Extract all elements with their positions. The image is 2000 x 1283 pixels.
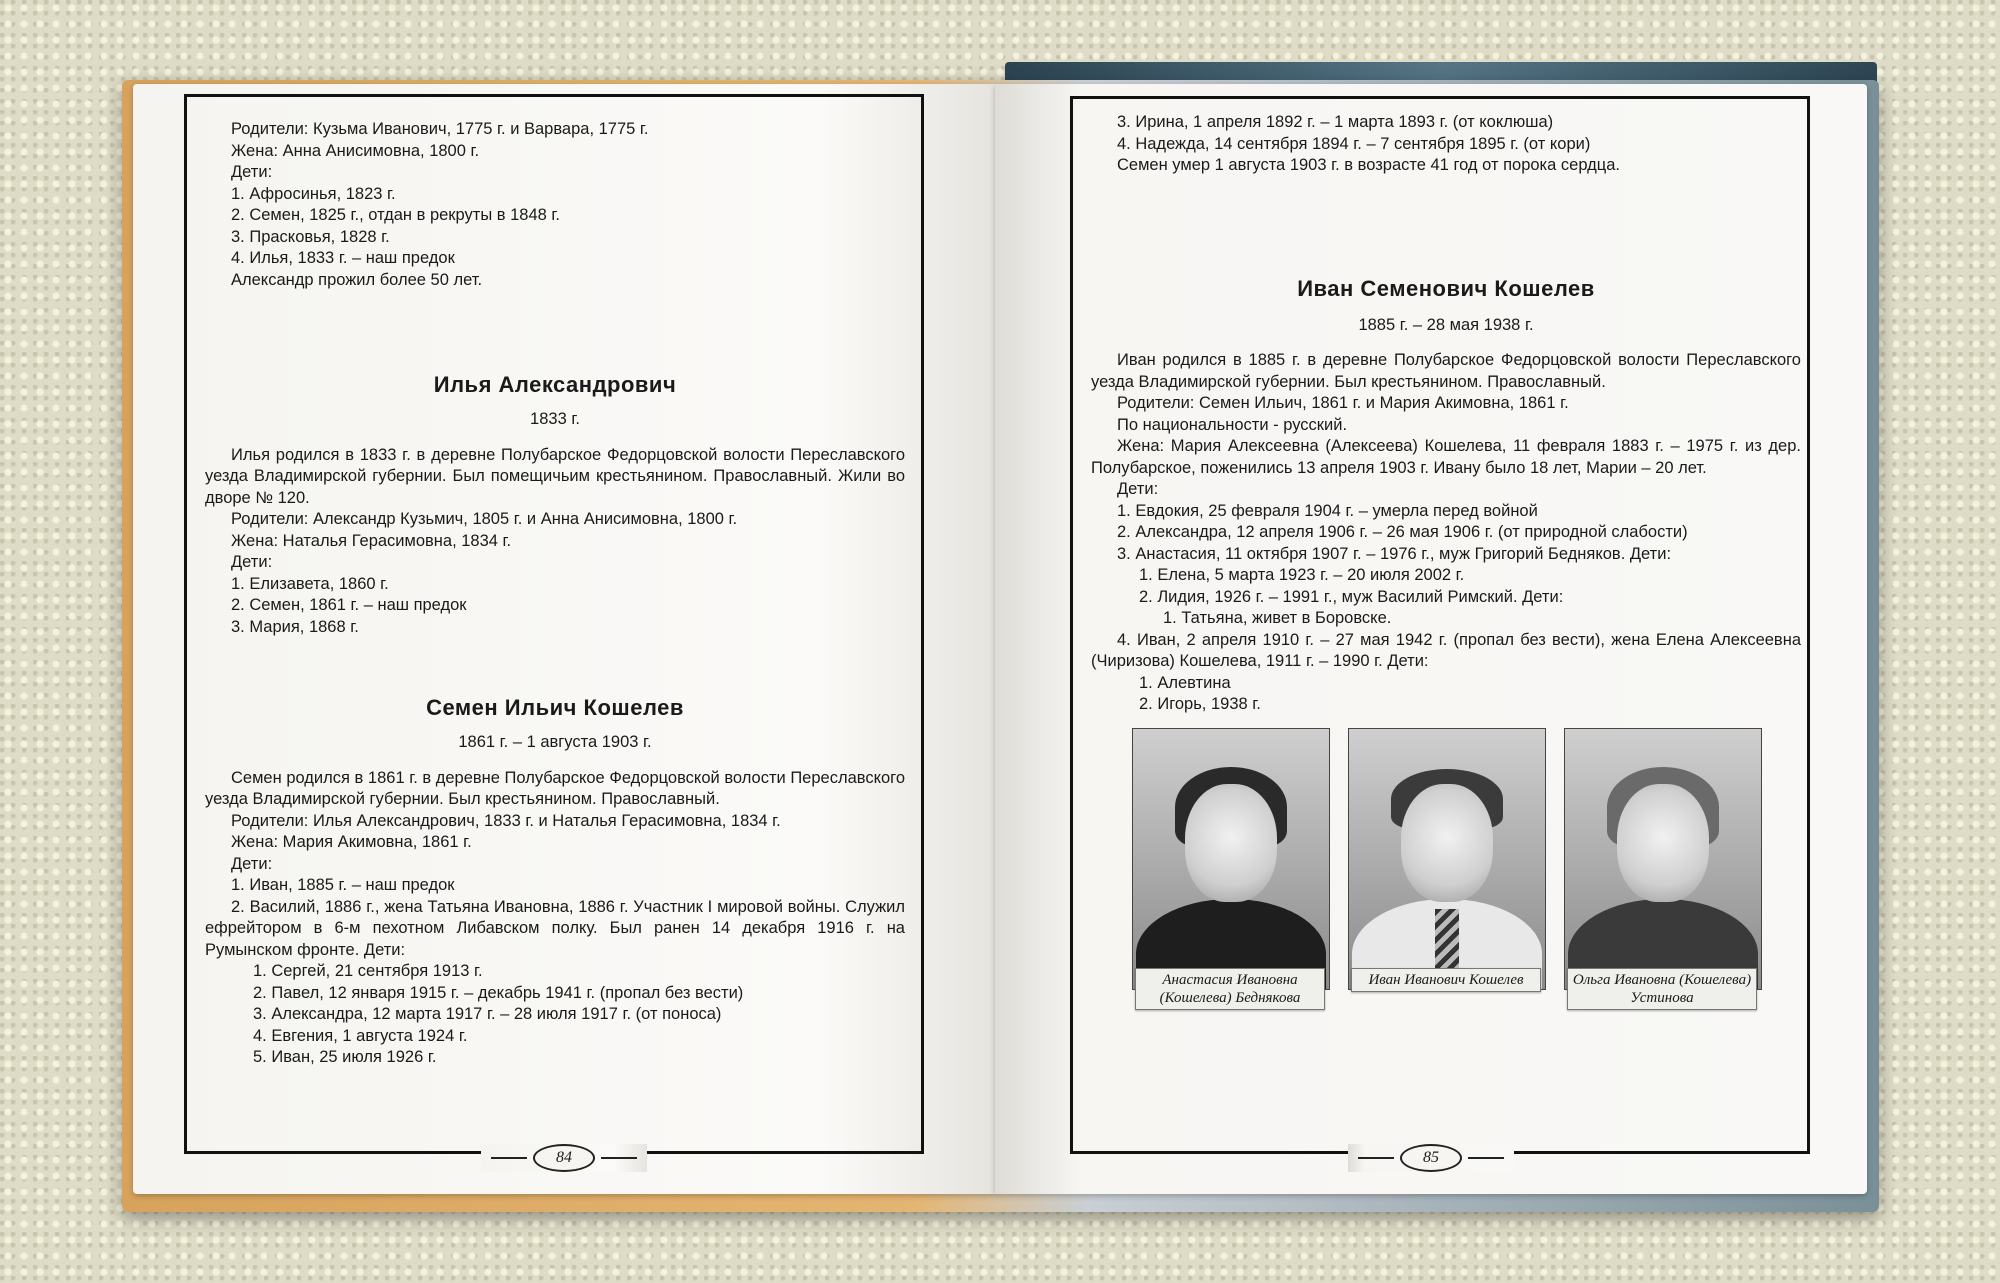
text-line: 2. Семен, 1861 г. – наш предок <box>231 596 467 614</box>
text-line: 3. Анастасия, 11 октября 1907 г. – 1976 г., муж Григорий Бедняков. Дети: <box>1117 544 1672 563</box>
intro-block <box>205 119 905 291</box>
photo-caption: Ольга Ивановна (Кошелева) Устинова <box>1567 968 1757 1010</box>
text-line: 2. Семен, 1825 г., отдан в рекруты в 1848 г. <box>231 206 561 224</box>
text-line: Родители: Семен Ильич, 1861 г. и Мария Акимовна, 1861 г. <box>1117 394 1569 412</box>
text-line: Родители: Кузьма Иванович, 1775 г. и Варвара, 1775 г. <box>231 120 649 138</box>
text-line: 1. Елена, 5 марта 1923 г. – 20 июля 2002 г. <box>1139 566 1465 584</box>
portrait-photo <box>1348 728 1546 990</box>
photo-card <box>1564 728 1760 1010</box>
text-line: По национальности - русский. <box>1117 415 1348 434</box>
text-line: 1. Евдокия, 25 февраля 1904 г. – умерла перед войной <box>1117 501 1538 520</box>
ornament-line <box>601 1157 637 1159</box>
text-line: 1. Иван, 1885 г. – наш предок <box>231 876 455 894</box>
section-title-ilya: Илья Александрович <box>433 372 677 397</box>
text-line: Дети: <box>1117 480 1159 498</box>
page-number-ornament: 85 <box>1400 1144 1462 1172</box>
section-dates-ilya: 1833 г. <box>530 410 580 428</box>
section-dates-semen: 1861 г. – 1 августа 1903 г. <box>458 733 652 751</box>
right-page-content <box>1091 112 1801 1010</box>
text-line: 1. Афросинья, 1823 г. <box>231 184 396 203</box>
text-line: Дети: <box>231 553 273 571</box>
portrait-photo <box>1564 728 1762 990</box>
photo-card <box>1348 728 1544 1010</box>
text-line: 3. Мария, 1868 г. <box>231 617 359 636</box>
text-line: 4. Надежда, 14 сентября 1894 г. – 7 сентября 1895 г. (от кори) <box>1117 134 1591 153</box>
text-line: Александр прожил более 50 лет. <box>231 270 483 289</box>
photo-caption: Иван Иванович Кошелев <box>1351 968 1541 992</box>
text-line: 4. Евгения, 1 августа 1924 г. <box>253 1026 468 1045</box>
photo-row <box>1091 728 1801 1010</box>
text-line: 5. Иван, 25 июля 1926 г. <box>253 1048 437 1066</box>
text-line: 2. Павел, 12 января 1915 г. – декабрь 1941 г. (пропал без вести) <box>253 983 744 1002</box>
text-line: Жена: Анна Анисимовна, 1800 г. <box>231 141 480 160</box>
bio-paragraph: Семен родился в 1861 г. в деревне Полубарское Федорцовской волости Переславского уезда Владимирской губернии. Был крестьянином. Православный. <box>205 768 905 808</box>
right-page <box>995 84 1867 1194</box>
text-line: 2. Игорь, 1938 г. <box>1139 695 1261 713</box>
section-title-semen: Семен Ильич Кошелев <box>426 695 684 720</box>
child4-paragraph: 4. Иван, 2 апреля 1910 г. – 27 мая 1942 г. (пропал без вести), жена Елена Алексеевна (Чиризова) Кошелева, 1911 г. – 1990 г. Дети: <box>1091 630 1801 670</box>
text-line: 1. Татьяна, живет в Боровске. <box>1163 609 1392 627</box>
section-title-ivan: Иван Семенович Кошелев <box>1297 275 1595 301</box>
text-line: 1. Сергей, 21 сентября 1913 г. <box>253 962 483 980</box>
text-line: Жена: Мария Акимовна, 1861 г. <box>231 833 472 851</box>
text-line: 2. Лидия, 1926 г. – 1991 г., муж Василий Римский. Дети: <box>1139 587 1564 606</box>
text-line: 1. Елизавета, 1860 г. <box>231 574 389 593</box>
bio-paragraph: Иван родился в 1885 г. в деревне Полубарское Федорцовской волости Переславского уезда Владимирской губернии. Был крестьянином. Православный. <box>1091 351 1801 391</box>
text-line: 3. Прасковья, 1828 г. <box>231 227 390 246</box>
text-line: Жена: Наталья Герасимовна, 1834 г. <box>231 531 512 550</box>
text-line: 1. Алевтина <box>1139 673 1231 692</box>
left-page <box>133 84 995 1194</box>
text-line: Родители: Александр Кузьмич, 1805 г. и Анна Анисимовна, 1800 г. <box>231 510 738 528</box>
text-line: 3. Александра, 12 марта 1917 г. – 28 июля 1917 г. (от поноса) <box>253 1005 722 1023</box>
vasily-paragraph: 2. Василий, 1886 г., жена Татьяна Ивановна, 1886 г. Участник I мировой войны. Служил ефрейтором в 6-м пехотном Либавском полку. Был ранен 14 декабря 1916 г. на Румынском фронте. Дети: <box>205 897 905 959</box>
text-line: 4. Илья, 1833 г. – наш предок <box>231 249 455 267</box>
bio-paragraph: Илья родился в 1833 г. в деревне Полубарское Федорцовской волости Переславского уезда Владимирской губернии. Был помещичьим крестьянином. Православный. Жили во дворе № 120. <box>205 445 905 507</box>
left-page-content <box>205 119 905 1069</box>
text-line: 3. Ирина, 1 апреля 1892 г. – 1 марта 1893 г. (от коклюша) <box>1117 113 1554 131</box>
text-line: Родители: Илья Александрович, 1833 г. и Наталья Герасимовна, 1834 г. <box>231 811 781 830</box>
ornament-line <box>491 1157 527 1159</box>
ornament-line <box>1468 1157 1504 1159</box>
text-line: Дети: <box>231 854 273 873</box>
section-dates-ivan: 1885 г. – 28 мая 1938 г. <box>1358 315 1534 334</box>
ornament-line <box>1358 1157 1394 1159</box>
text-line: Дети: <box>231 163 273 181</box>
page-number-right <box>1348 1144 1514 1172</box>
page-number-left <box>481 1144 647 1172</box>
photo-card <box>1132 728 1328 1010</box>
portrait-photo <box>1132 728 1330 990</box>
photo-caption: Анастасия Ивановна (Кошелева) Беднякова <box>1135 968 1325 1010</box>
text-line: Семен умер 1 августа 1903 г. в возрасте 41 год от порока сердца. <box>1117 156 1620 174</box>
page-number-ornament: 84 <box>533 1144 595 1172</box>
wife-paragraph: Жена: Мария Алексеевна (Алексеева) Кошелева, 11 февраля 1883 г. – 1975 г. из дер. Полубарское, поженились 13 апреля 1903 г. Ивану было 18 лет, Марии – 20 лет. <box>1091 437 1801 477</box>
text-line: 2. Александра, 12 апреля 1906 г. – 26 мая 1906 г. (от природной слабости) <box>1117 523 1688 541</box>
